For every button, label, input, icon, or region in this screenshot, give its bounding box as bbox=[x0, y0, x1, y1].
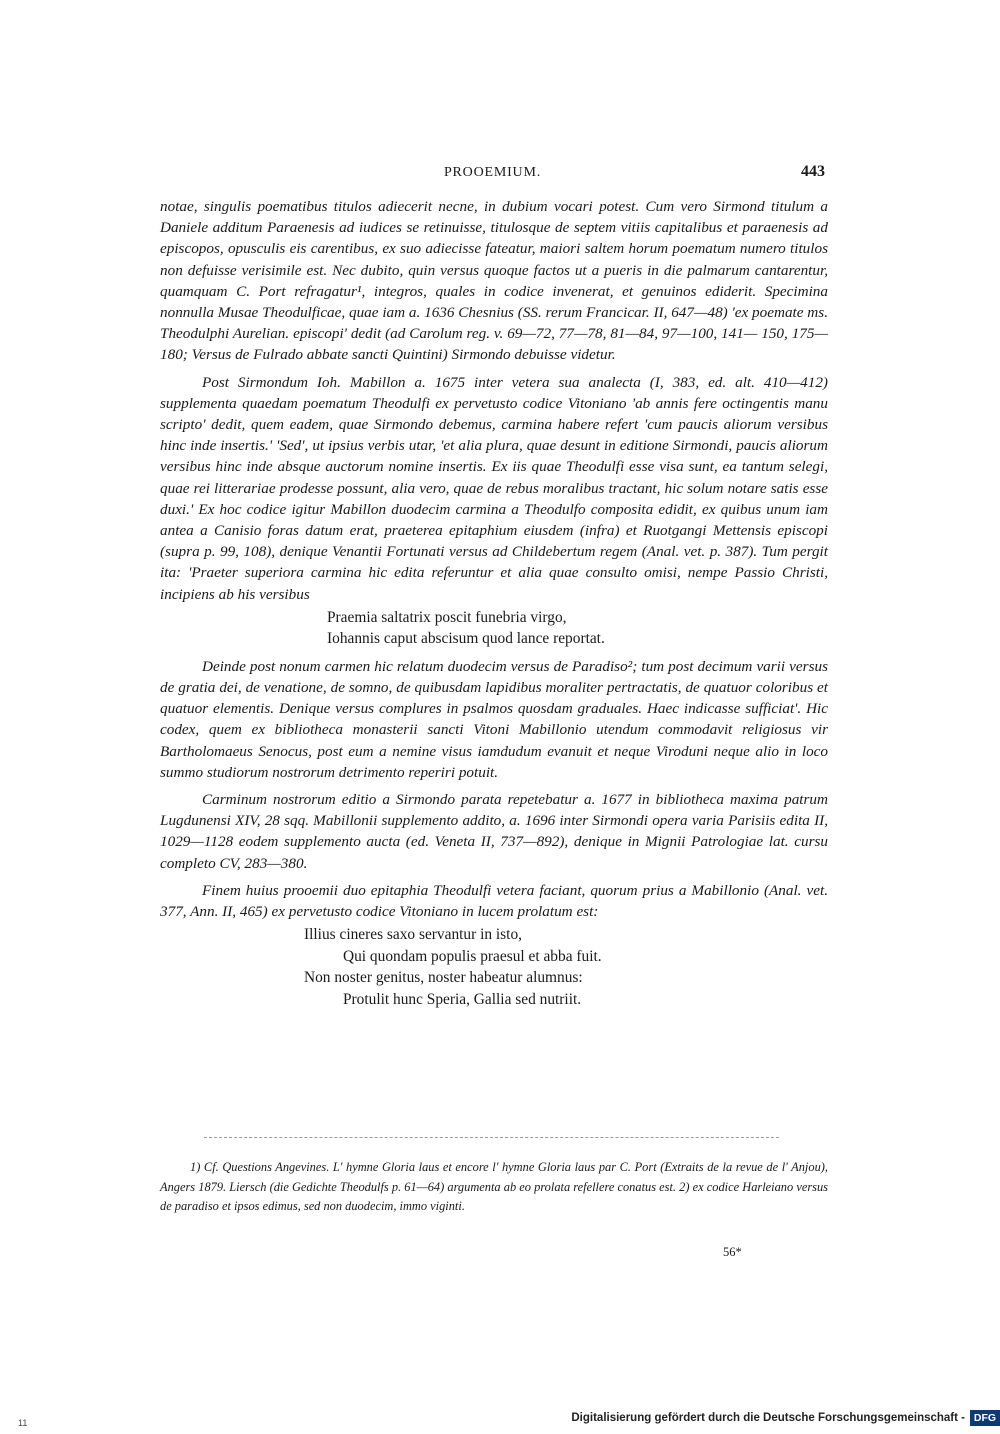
verse-quotation-1 bbox=[160, 607, 828, 650]
paragraph-2: Post Sirmondum Ioh. Mabillon a. 1675 inter vetera sua analecta (I, 383, ed. alt. 410—412) supplementa quaedam poematum Theodulfi ex pervetusto codice Vitoniano 'ab annis fere octingentis manu scripto' dedit, quem eadem, quae Sirmondo debemus, carmina habere refert 'cum paucis aliorum versibus hinc inde insertis.' 'Sed', ut ipsius verbis utar, 'et alia plura, quae desunt in editione Sirmondi, paucis aliorum versibus hinc inde absque auctorum nomine insertis. Ex iis quae Theodulfi esse visa sunt, ea tantum selegi, quae rei litterariae prodesse possunt, alia vero, quae de rebus moralibus tractant, hic solum notare satis esse duxi.' Ex hoc codice igitur Mabillon duodecim carmina a Theodulfo composita edidit, ex quibus unum iam antea a Canisio foras datum erat, praeterea epitaphium eiusdem (infra) et Ruotgangi Mettensis episcopi (supra p. 99, 108), denique Venantii Fortunati versus ad Childebertum regem (Anal. vet. p. 387). Tum pergit ita: 'Praeter superiora carmina hic edita referuntur et alia quae consulto omisi, nempe Passio Christi, incipiens ab his versibus bbox=[160, 373, 828, 603]
paragraph-4: Carminum nostrorum editio a Sirmondo parata repetebatur a. 1677 in bibliotheca maxima patrum Lugdunensi XIV, 28 sqq. Mabillonii supplemento addito, a. 1696 inter Sirmondi opera varia Parisiis edita II, 1029—1128 eodem supplemento aucta (ed. Veneta II, 737—892), denique in Mignii Patrologiae lat. cursu completo CV, 283—380. bbox=[160, 791, 828, 872]
page-mark: 11 bbox=[18, 1418, 28, 1428]
verse-line: Non noster genitus, noster habeatur alumnus: bbox=[304, 969, 583, 987]
verse-line: Qui quondam populis praesul et abba fuit. bbox=[343, 947, 602, 965]
verse-line: Protulit hunc Speria, Gallia sed nutriit. bbox=[343, 990, 582, 1008]
footnote-text: 1) Cf. Questions Angevines. L' hymne Gloria laus et encore l' hymne Gloria laus par C. Port (Extraits de la revue de l' Anjou), Angers 1879. Liersch (die Gedichte Theodulfs p. 61—64) argumenta ab eo prolata refellere conatus est. 2) ex codice Harleiano versus de paradiso et ipsos edimus, sed non duodecim, immo viginti. bbox=[160, 1160, 828, 1213]
dfg-banner bbox=[571, 1408, 1000, 1428]
footnote-divider bbox=[204, 1137, 779, 1138]
body-text bbox=[160, 196, 828, 1014]
banner-text: Digitalisierung gefördert durch die Deutsche Forschungsgemeinschaft - bbox=[571, 1412, 965, 1424]
verse-line: Praemia saltatrix poscit funebria virgo, bbox=[327, 608, 567, 626]
paragraph-5: Finem huius prooemii duo epitaphia Theodulfi vetera faciant, quorum prius a Mabillonio (Anal. vet. 377, Ann. II, 465) ex pervetusto codice Vitoniano in lucem prolatum est: bbox=[160, 881, 828, 921]
footnotes bbox=[160, 1158, 828, 1217]
page-header bbox=[160, 163, 825, 185]
dfg-logo-icon: DFG bbox=[970, 1410, 1000, 1426]
verse-line: Illius cineres saxo servantur in isto, bbox=[304, 926, 522, 944]
paragraph-1: notae, singulis poematibus titulos adiecerit necne, in dubium vocari potest. Cum vero Sirmond titulum a Daniele additum Paraenesis ad iudices se retinuisse, titulosque de septem vitiis capitalibus et paraenesis ad episcopos, opusculis eis carentibus, ex suo adiecisse fateatur, maiori saltem horum poematum numero titulos non defuisse verisimile est. Nec dubito, quin versus quoque factos ut a pueris in die palmarum cantarentur, quamquam C. Port refragatur¹, integros, quales in codice invenerat, et genuinos ediderit. Specimina nonnulla Musae Theodulficae, quae iam a. 1636 Chesnius (SS. rerum Francicar. II, 647—48) 'ex poemate ms. Theodulphi Aurelian. episcopi' dedit (ad Carolum reg. v. 69—72, 77—78, 81—84, 97—100, 141— 150, 175—180; Versus de Fulrado abbate sancti Quintini) Sirmondo debuisse videtur. bbox=[160, 198, 828, 364]
running-title: PROOEMIUM. bbox=[443, 165, 542, 180]
paragraph-3: Deinde post nonum carmen hic relatum duodecim versus de Paradiso²; tum post decimum varii versus de gratia dei, de venatione, de somno, de quibusdam lapidibus moraliter pertractatis, de quatuor coloribus et quatuor elementis. Denique versus complures in psalmos quosdam graduales. Haec indicasse sufficiat'. Hic codex, quem ex bibliotheca monasterii sancti Vitoni Mabillonio utendum commodavit religiosus vir Bartholomaeus Senocus, post eum a nemine visus iamdudum evanuit et neque Viroduni neque alio in loco summo studiorum nostrorum detrimento reperiri potuit. bbox=[160, 657, 828, 781]
verse-line: Iohannis caput abscisum quod lance reportat. bbox=[327, 630, 605, 648]
epitaph-verse bbox=[160, 924, 828, 1010]
page-number: 443 bbox=[801, 163, 825, 180]
signature-mark: 56* bbox=[723, 1245, 742, 1259]
